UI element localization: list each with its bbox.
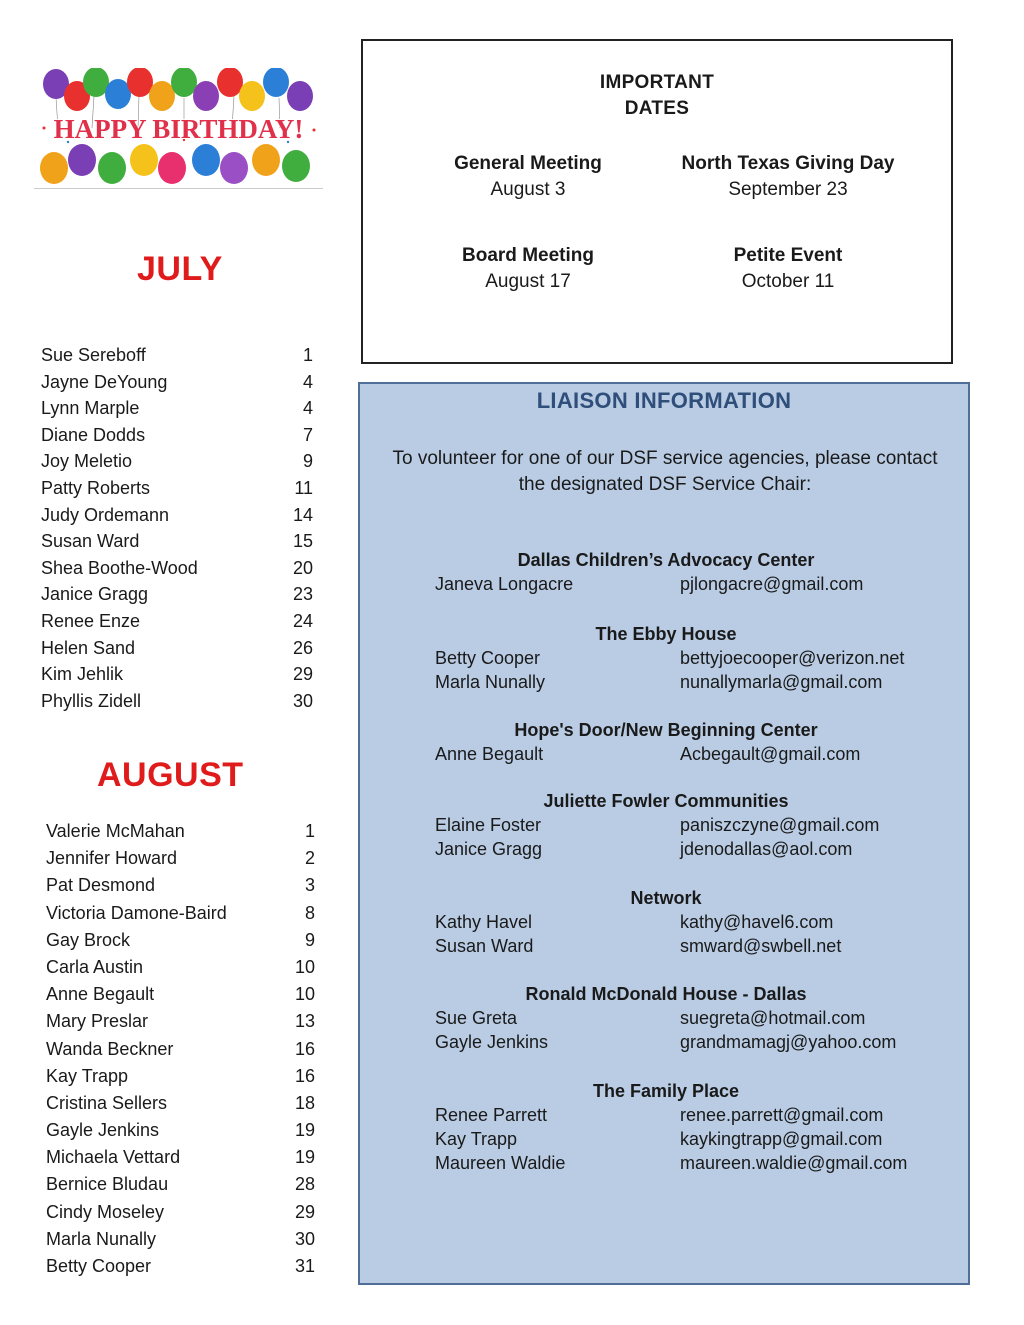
member-name: Cristina Sellers xyxy=(46,1092,168,1113)
member-name: Janice Gragg xyxy=(41,584,149,605)
member-name: Helen Sand xyxy=(41,637,136,658)
birthday-row xyxy=(46,1117,315,1144)
event-date: September 23 xyxy=(728,179,848,200)
birthday-day: 18 xyxy=(294,1092,315,1113)
event-general-meeting xyxy=(388,151,668,203)
member-name: Lynn Marple xyxy=(41,398,140,419)
birthday-row xyxy=(41,422,313,449)
contact-name: Janice Gragg xyxy=(435,839,543,859)
member-name: Susan Ward xyxy=(41,531,140,552)
birthday-day: 23 xyxy=(292,584,313,605)
member-name: Gay Brock xyxy=(46,929,131,950)
birthday-row xyxy=(41,688,313,715)
liaison-title: LIAISON INFORMATION xyxy=(536,388,792,413)
contact-name: Kay Trapp xyxy=(435,1129,518,1149)
member-name: Carla Austin xyxy=(46,956,144,977)
birthday-row xyxy=(41,369,313,396)
birthday-day: 2 xyxy=(304,848,315,869)
birthday-day: 10 xyxy=(294,984,315,1005)
birthday-row xyxy=(46,1144,315,1171)
birthday-day: 3 xyxy=(304,875,315,896)
event-name: Petite Event xyxy=(733,245,843,266)
birthday-row xyxy=(46,1063,315,1090)
birthday-row xyxy=(46,845,315,872)
birthday-row xyxy=(41,342,313,369)
dates-title-line1: IMPORTANT xyxy=(599,72,715,93)
event-giving-day xyxy=(648,151,928,203)
contact-name: Kathy Havel xyxy=(435,912,533,932)
agency-name: The Ebby House xyxy=(595,624,737,644)
contact-email: maureen.waldie@gmail.com xyxy=(680,1153,908,1173)
contact-row xyxy=(360,837,972,861)
contact-row xyxy=(360,1151,972,1175)
member-name: Gayle Jenkins xyxy=(46,1120,160,1141)
birthday-day: 13 xyxy=(294,1011,315,1032)
contact-email: paniszczyne@gmail.com xyxy=(680,815,880,835)
contact-name: Susan Ward xyxy=(435,936,534,956)
member-name: Jayne DeYoung xyxy=(41,371,168,392)
agency-block xyxy=(360,886,972,958)
contact-row xyxy=(360,742,972,766)
agency-name: Hope's Door/New Beginning Center xyxy=(514,720,818,740)
birthday-day: 1 xyxy=(304,821,315,841)
contact-name: Elaine Foster xyxy=(435,815,542,835)
birthday-row xyxy=(41,528,313,555)
event-date: August 3 xyxy=(490,179,566,200)
member-name: Patty Roberts xyxy=(41,477,151,498)
birthday-day: 15 xyxy=(292,531,313,552)
member-name: Judy Ordemann xyxy=(41,504,170,525)
agency-block xyxy=(360,718,972,766)
liaison-information-panel xyxy=(358,382,970,1285)
august-heading: AUGUST xyxy=(97,756,244,794)
birthday-day: 29 xyxy=(292,664,313,685)
birthday-day: 11 xyxy=(294,477,313,498)
dates-title-line2: DATES xyxy=(624,98,690,119)
contact-email: bettyjoecooper@verizon.net xyxy=(680,648,905,668)
contact-name: Sue Greta xyxy=(435,1008,518,1028)
birthday-day: 16 xyxy=(294,1038,315,1059)
birthday-row xyxy=(46,1226,315,1253)
member-name: Mary Preslar xyxy=(46,1011,149,1032)
event-name: Board Meeting xyxy=(462,245,594,266)
birthday-day: 4 xyxy=(302,398,313,419)
contact-email: nunallymarla@gmail.com xyxy=(680,672,883,692)
member-name: Sue Sereboff xyxy=(41,345,146,365)
birthday-row xyxy=(41,555,313,582)
event-petite-event xyxy=(648,243,928,295)
birthday-row xyxy=(46,872,315,899)
birthday-row xyxy=(46,1199,315,1226)
member-name: Jennifer Howard xyxy=(46,848,178,869)
august-birthday-list xyxy=(46,818,315,1280)
contact-row xyxy=(360,813,972,837)
birthday-day: 16 xyxy=(294,1065,315,1086)
member-name: Cindy Moseley xyxy=(46,1201,165,1222)
member-name: Michaela Vettard xyxy=(46,1147,181,1168)
birthday-day: 19 xyxy=(294,1147,315,1168)
contact-row xyxy=(360,1030,972,1054)
member-name: Victoria Damone-Baird xyxy=(46,902,227,923)
event-date: August 17 xyxy=(485,271,571,292)
contact-name: Betty Cooper xyxy=(435,648,541,668)
contact-email: renee.parrett@gmail.com xyxy=(680,1105,884,1125)
important-dates-box xyxy=(361,39,953,364)
contact-name: Maureen Waldie xyxy=(435,1153,566,1173)
contact-email: kaykingtrapp@gmail.com xyxy=(680,1129,883,1149)
member-name: Wanda Beckner xyxy=(46,1038,174,1059)
birthday-row xyxy=(46,927,315,954)
birthday-day: 29 xyxy=(294,1201,315,1222)
birthday-row xyxy=(46,981,315,1008)
contact-email: Acbegault@gmail.com xyxy=(680,744,861,764)
member-name: Kim Jehlik xyxy=(41,664,124,685)
member-name: Joy Meletio xyxy=(41,451,133,472)
birthday-row xyxy=(41,395,313,422)
contact-email: jdenodallas@aol.com xyxy=(680,839,853,859)
contact-email: suegreta@hotmail.com xyxy=(680,1008,866,1028)
banner-text: HAPPY BIRTHDAY! xyxy=(53,114,304,144)
member-name: Diane Dodds xyxy=(41,424,146,445)
important-dates-title xyxy=(363,70,951,122)
agency-name: Network xyxy=(630,888,702,908)
birthday-day: 19 xyxy=(294,1120,315,1141)
agency-block xyxy=(360,1079,972,1175)
contact-name: Marla Nunally xyxy=(435,672,546,692)
member-name: Anne Begault xyxy=(46,984,155,1005)
agency-name: Juliette Fowler Communities xyxy=(543,791,789,811)
member-name: Shea Boothe-Wood xyxy=(41,557,198,578)
birthday-row xyxy=(41,448,313,475)
birthday-row xyxy=(41,661,313,688)
contact-row xyxy=(360,934,972,958)
birthday-day: 10 xyxy=(294,956,315,977)
contact-name: Anne Begault xyxy=(435,744,544,764)
contact-email: kathy@havel6.com xyxy=(680,912,834,932)
birthday-day: 7 xyxy=(302,424,313,445)
birthday-row xyxy=(46,818,315,845)
birthday-row xyxy=(41,635,313,662)
birthday-day: 31 xyxy=(294,1256,315,1276)
birthday-row xyxy=(46,954,315,981)
contact-name: Gayle Jenkins xyxy=(435,1032,549,1052)
member-name: Renee Enze xyxy=(41,610,141,631)
birthday-day: 14 xyxy=(292,504,313,525)
birthday-row xyxy=(46,1253,315,1280)
member-name: Valerie McMahan xyxy=(46,821,185,841)
contact-row xyxy=(360,572,972,596)
july-birthday-list xyxy=(41,342,313,714)
birthday-row xyxy=(46,900,315,927)
event-name: General Meeting xyxy=(454,153,602,174)
birthday-day: 30 xyxy=(294,1228,315,1249)
birthday-row xyxy=(46,1090,315,1117)
contact-row xyxy=(360,646,972,670)
birthday-row xyxy=(46,1036,315,1063)
contact-name: Janeva Longacre xyxy=(435,574,574,594)
member-name: Bernice Bludau xyxy=(46,1174,169,1195)
birthday-day: 20 xyxy=(292,557,313,578)
contact-row xyxy=(360,1006,972,1030)
contact-row xyxy=(360,1127,972,1151)
birthday-day: 1 xyxy=(302,345,313,365)
contact-email: grandmamagj@yahoo.com xyxy=(680,1032,897,1052)
birthday-day: 24 xyxy=(292,610,313,631)
birthday-day: 8 xyxy=(304,902,315,923)
birthday-row xyxy=(46,1008,315,1035)
birthday-day: 4 xyxy=(302,371,313,392)
agency-block xyxy=(360,548,972,596)
member-name: Phyllis Zidell xyxy=(41,690,142,711)
birthday-row xyxy=(41,581,313,608)
member-name: Kay Trapp xyxy=(46,1065,129,1086)
birthday-day: 30 xyxy=(292,690,313,711)
event-name: North Texas Giving Day xyxy=(681,153,895,174)
birthday-row xyxy=(41,475,313,502)
contact-row xyxy=(360,910,972,934)
agency-name: The Family Place xyxy=(592,1081,740,1101)
birthday-day: 9 xyxy=(302,451,313,472)
member-name: Marla Nunally xyxy=(46,1228,157,1249)
birthday-day: 28 xyxy=(294,1174,315,1195)
member-name: Betty Cooper xyxy=(46,1256,152,1276)
birthday-row xyxy=(41,608,313,635)
event-board-meeting xyxy=(388,243,668,295)
agency-block xyxy=(360,622,972,694)
liaison-intro: To volunteer for one of our DSF service agencies, please contact the designated DSF Service Chair: xyxy=(392,448,938,495)
birthday-row xyxy=(41,502,313,529)
birthday-row xyxy=(46,1171,315,1198)
agency-name: Dallas Children’s Advocacy Center xyxy=(517,550,815,570)
birthday-day: 26 xyxy=(292,637,313,658)
contact-name: Renee Parrett xyxy=(435,1105,548,1125)
agency-block xyxy=(360,789,972,861)
event-date: October 11 xyxy=(741,271,835,292)
birthday-day: 9 xyxy=(304,929,315,950)
contact-row xyxy=(360,1103,972,1127)
agency-block xyxy=(360,982,972,1054)
member-name: Pat Desmond xyxy=(46,875,156,896)
happy-birthday-banner xyxy=(34,68,323,189)
contact-email: pjlongacre@gmail.com xyxy=(680,574,864,594)
contact-email: smward@swbell.net xyxy=(680,936,842,956)
july-heading: JULY xyxy=(137,250,223,288)
contact-row xyxy=(360,670,972,694)
agency-name: Ronald McDonald House - Dallas xyxy=(525,984,807,1004)
